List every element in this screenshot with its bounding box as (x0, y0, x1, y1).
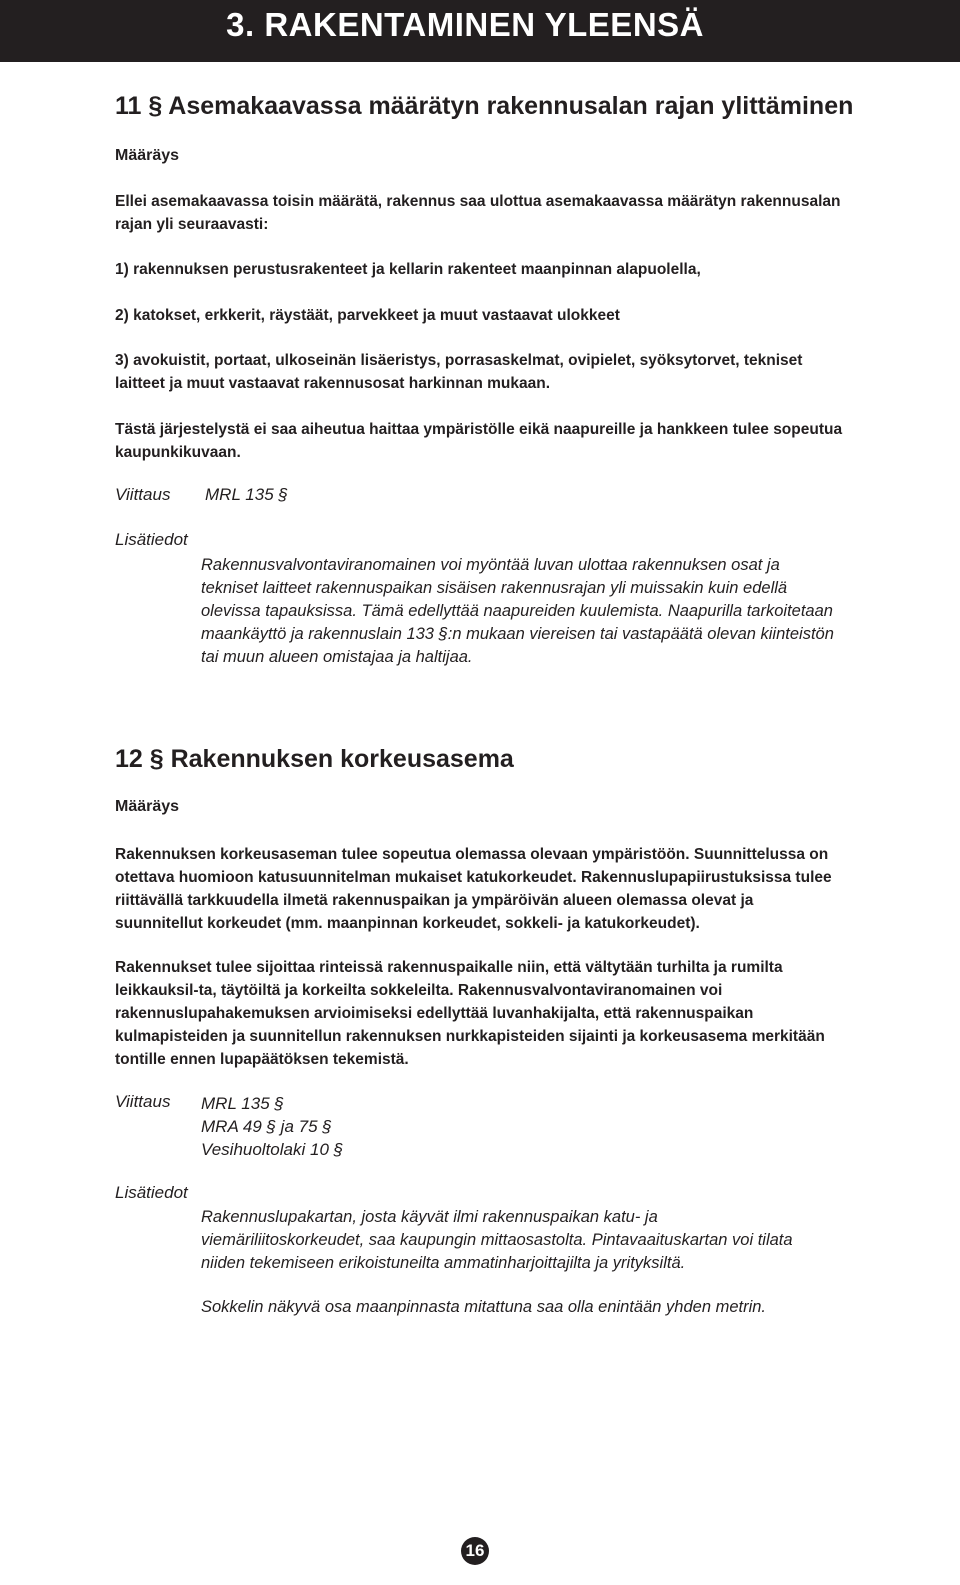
section-11-paragraph (115, 418, 845, 464)
section-11-viittaus (115, 485, 288, 505)
viittaus-list (201, 1092, 343, 1161)
section-11-maarays-label: Määräys (115, 147, 180, 164)
paragraph-text: Ellei asemakaavassa toisin määrätä, rakennus saa ulottua asemakaavassa määrätyn rakennusalan rajan yli seuraavasti: (115, 193, 841, 233)
viittaus-label: Viittaus (115, 1092, 171, 1111)
paragraph-text: Rakennukset tulee sijoittaa rinteissä rakennuspaikalle niin, että vältytään turhilta ja rumilta leikkauksil-ta, täytöiltä ja korkeilta sokkeleilta. Rakennusvalvontaviranomainen voi rakennuslupahakemuksen arvioimiseksi edellyttää luvanhakijalta, että rakennuspaikan kulmapisteiden ja suunnitellun rakennuksen nurkkapisteiden sijainti ja korkeusasema merkitään tontille ennen lupapäätöksen tekemistä. (115, 959, 825, 1068)
section-11-heading: 11 § Asemakaavassa määrätyn rakennusalan rajan ylittäminen (115, 92, 854, 120)
viittaus-value: MRL 135 § (205, 485, 288, 504)
paragraph-text: 2) katokset, erkkerit, räystäät, parvekkeet ja muut vastaavat ulokkeet (115, 307, 620, 324)
section-11-paragraph (115, 258, 845, 281)
section-12-heading: 12 § Rakennuksen korkeusasema (115, 745, 514, 773)
viittaus-label: Viittaus (115, 485, 171, 504)
section-11-paragraph (115, 190, 845, 236)
viittaus-value: MRL 135 § (201, 1094, 284, 1113)
section-12-paragraph (115, 956, 845, 1071)
section-12-lisatiedot-paragraph: Sokkelin näkyvä osa maanpinnasta mitattuna saa olla enintään yhden metrin. (201, 1298, 767, 1316)
section-12-lisatiedot-label: Lisätiedot (115, 1183, 188, 1202)
section-12-maarays-label: Määräys (115, 798, 180, 815)
paragraph-text: 1) rakennuksen perustusrakenteet ja kellarin rakenteet maanpinnan alapuolella, (115, 261, 701, 278)
section-12-paragraph (115, 843, 845, 935)
chapter-title: 3. RAKENTAMINEN YLEENSÄ (226, 6, 704, 43)
paragraph-text: Rakennuksen korkeusaseman tulee sopeutua olemassa olevaan ympäristöön. Suunnittelussa on otettava huomioon katusuunnitelman mukaiset katukorkeudet. Rakennuslupapiirustuksissa tulee riittävällä tarkkuudella ilmetä rakennuspaikan ja ympäröivän alueen olemassa olevat ja suunnitellut korkeudet (mm. maanpinnan korkeudet, sokkeli- ja katukorkeudet). (115, 846, 832, 932)
section-12-lisatiedot-paragraph: Rakennuslupakartan, josta käyvät ilmi rakennuspaikan katu- ja viemäriliitoskorkeudet, saa kaupungin mittaosastolta. Pintavaaituskartan voi tilata niiden tekemiseen erikoistuneilta ammatinharjoittajilta ja yrityksiltä. (201, 1208, 793, 1272)
page-number-badge: 16 (461, 1537, 489, 1565)
section-header-bar (0, 0, 960, 62)
paragraph-text: 3) avokuistit, portaat, ulkoseinän lisäeristys, porrasaskelmat, ovipielet, syöksytorvet, tekniset laitteet ja muut vastaavat rakennusosat harkinnan mukaan. (115, 352, 803, 392)
viittaus-value: MRA 49 § ja 75 § (201, 1117, 332, 1136)
section-11-paragraph (115, 304, 845, 327)
section-11-paragraph (115, 349, 845, 395)
paragraph-text: Tästä järjestelystä ei saa aiheutua haittaa ympäristölle eikä naapureille ja hankkeen tulee sopeutua kaupunkikuvaan. (115, 421, 843, 461)
section-12-viittaus (115, 1092, 845, 1159)
section-11-lisatiedot-label: Lisätiedot (115, 530, 188, 549)
section-11-lisatiedot-text: Rakennusvalvontaviranomainen voi myöntää luvan ulottaa rakennuksen osat ja tekniset laitteet rakennuspaikan sisäisen rakennusrajan yli muissakin kuin edellä olevissa tapauksissa. Tämä edellyttää naapureiden kuulemista. Naapurilla tarkoitetaan maankäyttö ja rakennuslain 133 §:n mukaan viereisen tai vastapäätä olevan kiinteistön tai muun alueen omistajaa ja haltijaa. (201, 556, 834, 666)
viittaus-value: Vesihuoltolaki 10 § (201, 1140, 344, 1159)
